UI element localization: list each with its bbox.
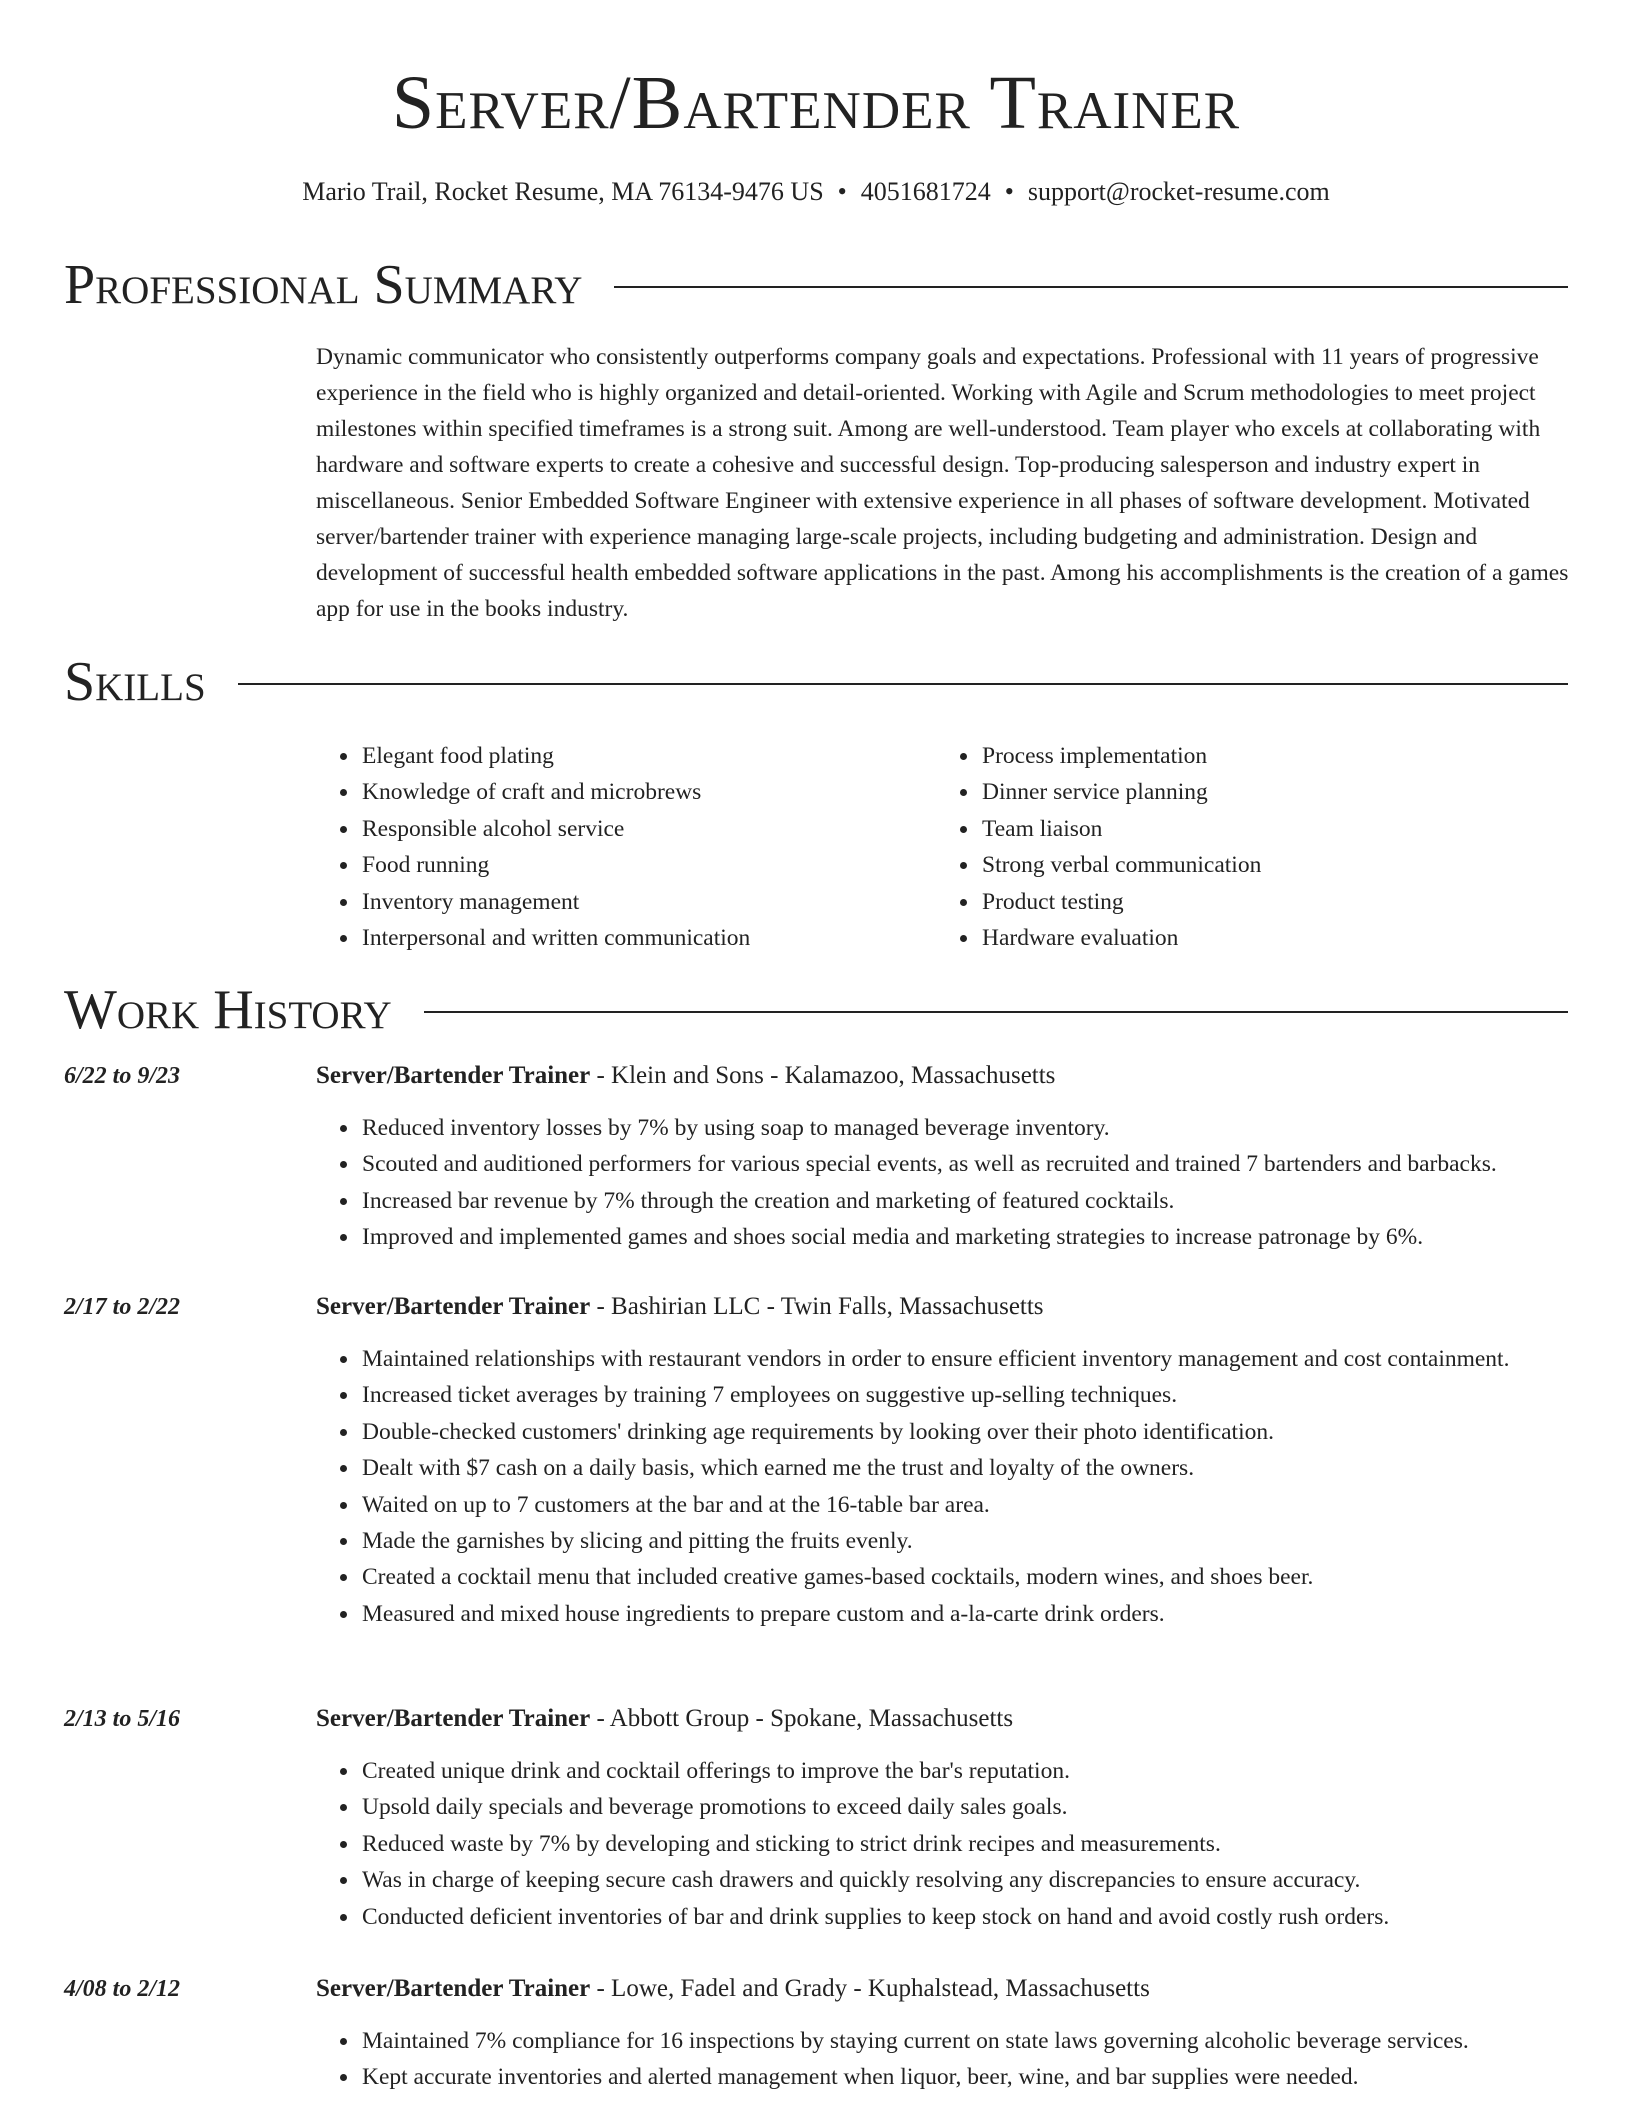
job-bullets: [316, 1753, 1616, 1935]
job-employer: - Lowe, Fadel and Grady - Kuphalstead, Massachusetts: [590, 1975, 1150, 2002]
skill-item: • Team liaison: [980, 811, 1556, 847]
work-section-header: [64, 978, 1568, 1042]
job-bullet: • Kept accurate inventories and alerted management when liquor, beer, wine, and bar supplies were needed.: [360, 2059, 1616, 2095]
job-bullets: [316, 2023, 1616, 2096]
skill-item: • Interpersonal and written communication: [360, 920, 936, 956]
job-bullet: • Double-checked customers' drinking age requirements by looking over their photo identification.: [360, 1414, 1616, 1450]
contact-line: [0, 174, 1632, 210]
skill-item: • Elegant food plating: [360, 738, 936, 774]
job-bullet: • Created unique drink and cocktail offerings to improve the bar's reputation.: [360, 1753, 1616, 1789]
skill-item: • Dinner service planning: [980, 774, 1556, 810]
skills-heading: Skills: [64, 651, 206, 713]
job-bullet: • Maintained 7% compliance for 16 inspections by staying current on state laws governing alcoholic beverage services.: [360, 2023, 1616, 2059]
job-employer: - Abbott Group - Spokane, Massachusetts: [590, 1705, 1014, 1732]
section-divider: [238, 683, 1568, 685]
job-bullet: • Improved and implemented games and shoes social media and marketing strategies to increase patronage by 6%.: [360, 1219, 1616, 1255]
job-bullet: • Maintained relationships with restaurant vendors in order to ensure efficient inventory management and cost containment.: [360, 1341, 1616, 1377]
job-title-line: [316, 1058, 1055, 1094]
section-divider: [614, 286, 1568, 288]
skill-item: • Knowledge of craft and microbrews: [360, 774, 936, 810]
job-bullet: • Reduced inventory losses by 7% by using soap to managed beverage inventory.: [360, 1110, 1616, 1146]
contact-separator: •: [1004, 177, 1014, 206]
job-bullet: • Waited on up to 7 customers at the bar and at the 16-table bar area.: [360, 1487, 1616, 1523]
job-bullet: • Reduced waste by 7% by developing and sticking to strict drink recipes and measurements.: [360, 1826, 1616, 1862]
job-title-line: [316, 1289, 1044, 1325]
resume-name: Server/Bartender Trainer: [391, 61, 1241, 145]
skill-item: • Product testing: [980, 884, 1556, 920]
skill-item: • Food running: [360, 847, 936, 883]
job-dates: 4/08 to 2/12: [64, 1976, 181, 2002]
job-bullet: • Created a cocktail menu that included creative games-based cocktails, modern wines, and shoes beer.: [360, 1559, 1616, 1595]
skills-column-left: [316, 738, 936, 956]
job-title-line: [316, 1701, 1013, 1737]
skills-list: [316, 738, 1572, 956]
job-bullet: • Made the garnishes by slicing and pitting the fruits evenly.: [360, 1523, 1616, 1559]
job-bullet: • Upsold daily specials and beverage promotions to exceed daily sales goals.: [360, 1789, 1616, 1825]
job-bullet: • Dealt with $7 cash on a daily basis, which earned me the trust and loyalty of the owners.: [360, 1450, 1616, 1486]
skills-column-right: [936, 738, 1556, 956]
job-dates: 6/22 to 9/23: [64, 1063, 181, 1089]
job-bullets: [316, 1110, 1616, 1256]
skill-item: • Inventory management: [360, 884, 936, 920]
work-heading: Work History: [64, 979, 392, 1041]
summary-heading: Professional Summary: [64, 254, 583, 316]
summary-text: Dynamic communicator who consistently outperforms company goals and expectations. Professional with 11 years of progressive experience in the field who is highly organized and detail-oriented. Working with Agile and Scrum methodologies to meet project milestones within specified timeframes is a strong suit. Among are well-understood. Team player who excels at collaborating with hardware and software experts to create a cohesive and successful design. Top-producing salesperson and industry expert in miscellaneous. Senior Embedded Software Engineer with extensive experience in all phases of software development. Motivated server/bartender trainer with experience managing large-scale projects, including budgeting and administration. Design and development of successful health embedded software applications in the past. Among his accomplishments is the creation of a games app for use in the books industry.: [316, 344, 1569, 622]
skill-item: • Strong verbal communication: [980, 847, 1556, 883]
job-title-line: [316, 1971, 1150, 2007]
job-bullet: • Increased ticket averages by training 7 employees on suggestive up-selling techniques.: [360, 1377, 1616, 1413]
contact-phone: 4051681724: [860, 177, 991, 206]
job-employer: - Klein and Sons - Kalamazoo, Massachusetts: [590, 1062, 1056, 1089]
job-bullet: • Conducted deficient inventories of bar and drink supplies to keep stock on hand and avoid costly rush orders.: [360, 1899, 1616, 1935]
job-bullet: • Measured and mixed house ingredients to prepare custom and a-la-carte drink orders.: [360, 1596, 1616, 1632]
contact-separator: •: [837, 177, 847, 206]
job-bullet: • Was in charge of keeping secure cash drawers and quickly resolving any discrepancies to ensure accuracy.: [360, 1862, 1616, 1898]
job-bullet: • Increased bar revenue by 7% through the creation and marketing of featured cocktails.: [360, 1183, 1616, 1219]
job-employer: - Bashirian LLC - Twin Falls, Massachusetts: [590, 1293, 1044, 1320]
job-title: Server/Bartender Trainer: [316, 1062, 591, 1089]
contact-address: Mario Trail, Rocket Resume, MA 76134-9476 US: [302, 177, 824, 206]
skill-item: • Process implementation: [980, 738, 1556, 774]
job-title: Server/Bartender Trainer: [316, 1293, 591, 1320]
section-divider: [424, 1011, 1568, 1013]
skills-section-header: [64, 650, 1568, 714]
contact-email: support@rocket-resume.com: [1027, 177, 1330, 206]
job-dates: 2/13 to 5/16: [64, 1706, 181, 1732]
job-dates: 2/17 to 2/22: [64, 1294, 181, 1320]
skill-item: • Hardware evaluation: [980, 920, 1556, 956]
job-bullet: • Scouted and auditioned performers for various special events, as well as recruited and trained 7 bartenders and barbacks.: [360, 1146, 1616, 1182]
job-title: Server/Bartender Trainer: [316, 1705, 591, 1732]
job-title: Server/Bartender Trainer: [316, 1975, 591, 2002]
job-bullets: [316, 1341, 1616, 1632]
summary-section-header: [64, 253, 1568, 317]
skill-item: • Responsible alcohol service: [360, 811, 936, 847]
